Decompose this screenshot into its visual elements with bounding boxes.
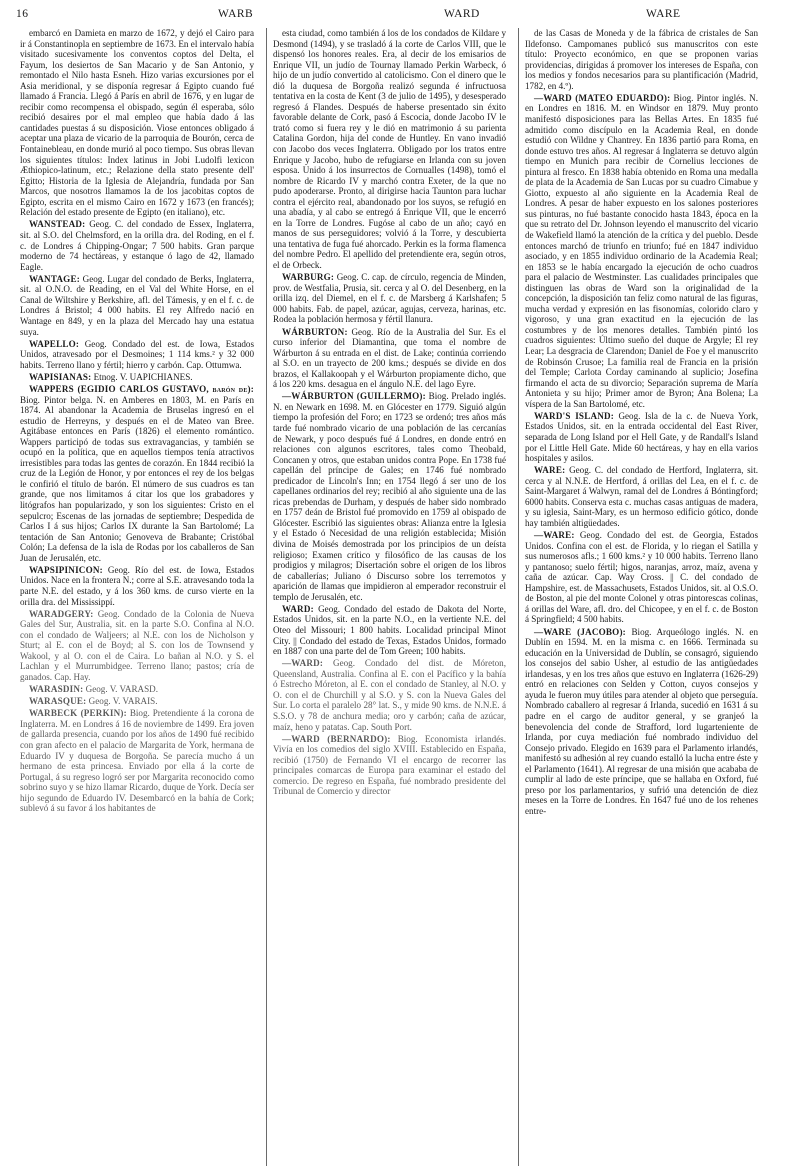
dictionary-entry [20,274,254,337]
entry-text: Geog. Condado del estado de Dakota del Norte, Estados Unidos, sit. en la parte N.O., en la vertiente N.E. del Oteo del Missouri; 1 800 habits. Localidad principal Minot City. || Condado del estado de Texas, Estados Unidos, formado en 1887 con una parte del de Tom Green; 100 habits. [273,603,506,657]
column-middle [266,28,512,1166]
text-columns [14,28,789,1166]
dictionary-entry [525,28,758,91]
entry-text: Biog. Pintor inglés. N. en Londres en 1816. M. en Windsor en 1879. Muy pronto manifestó disposiciones para las Bellas Artes. En 1835 fué admitido como discípulo en la Academia Real, en donde estudió con Wildne y Chantrey. En 1836 partió para Roma, en donde estuvo tres años. Al regresar á Inglaterra se detuvo algún tiempo en Munich para recibir de Cornelius lecciones de pintura al fresco. En 1838 había obtenido en Roma una medalla de plata de la Academia de San Lucas por su cuadro Cimabue y Giotto, expuesto al año siguiente en la Academia Real de Londres. A pesar de haber expuesto en los salones posteriores sus pinturas, no fué bastante conocido hasta 1843, época en la que su retrato del Dr. Johnson leyendo el manuscrito del vicario de Wakefield llamó la atención de la crítica y del pueblo. Desde entonces marchó de triunfo en triunfo; fué en 1847 individuo asociado, y en 1855 individuo ordinario de la Academia Real; en 1853 se le había encargado la ejecución de ocho cuadros para el palacio de Westminster. Las cualidades principales que distinguen las obras de Ward son la originalidad de la concepción, la disposición tan feliz como natural de las figuras, mucha verdad y expresión en las fisonomías, colorido claro y vigoroso, y una gran exactitud en la ejecución de las costumbres y de los menores detalles. También pintó los cuadros siguientes: Último sueño del duque de Argyle; El rey Lear; La desgracia de Clarendon; Daniel de Foe y el manuscrito de Robinsón Crusoe; La familia real de Francia en la prisión del Temple; Carlota Corday caminando al suplicio; Josefina firmando el acta de su divorcio; Separación suprema de María Antonieta y su hijo; Primer amor de Byron; Ana Bolena; La víspera de la San Bartolomé, etc. [525,92,758,409]
dictionary-entry [525,411,758,464]
entry-text: Geog. Condado del est. de Iowa, Estados Unidos, atravesado por el Desmoines; 1 114 kms.² y 32 000 habits. Terreno llano y fértil; hierro y carbón. Cap. Ottumwa. [20,338,254,370]
entry-text: Geog. Condado del dist. de Móreton, Queensland, Australia. Confina al E. con el Pacífico y la bahía ó Estrecho Móreton, al E. con el condado de Stanley, al N.O. y O. con el de Churchill y al S.O. y S. con la Nueva Gales del Sur. Lo corta el paralelo 28° lat. S., y mide 90 kms. de N.N.E. á S.S.O. y 78 de anchura media; oro y carbón; caña de azúcar, maíz, heno y patatas. Cap. South Port. [273,658,506,732]
entry-headword: WAPSIPINICON: [29,564,103,575]
dictionary-entry [20,684,254,695]
entry-headword: WAPELLO: [29,338,80,349]
page-header [0,8,801,26]
dictionary-entry [273,734,506,797]
entry-headword: WARD'S ISLAND: [534,410,614,421]
entry-text: Geog. C. del condado de Essex, Inglaterra, sit. al S.O. del Chelmsford, en la orilla dra. del Roding, en el f. c. de Londres á Chipping-Ongar; 7 500 habits. Gran parque moderno de 74 hectáreas, y estanque ó lago de 42, llamado Eagle. [20,219,254,272]
dictionary-entry [525,93,758,409]
dictionary-entry [20,28,254,218]
page-number: 16 [16,8,29,20]
dictionary-entry [20,708,254,813]
entry-text: Geog. Condado del est. de Georgia, Estados Unidos. Confina con el est. de Florida, y lo riegan el Satilla y sus numerosos afls.; 1 600 kms.² y 10 000 habits. Terreno llano y pantanoso; suelo fértil; higos, naranjas, arroz, maíz, avena y caña de azúcar. Cap. Way Cross. || C. del condado de Hampshire, est. de Massachusets, Estados Unidos, sit. al O.S.O. de Boston, al pie del monte Colonel y otras pintorescas colinas, á orillas del Ware, afl. dro. del Chicopee, y en el f. c. de Boston á Springfield; 4 500 habits. [525,530,758,625]
dictionary-entry [20,219,254,272]
dictionary-entry [273,658,506,732]
dictionary-entry [20,339,254,371]
entry-text: Geog. V. VARAIS. [88,696,158,707]
dictionary-entry [20,384,254,563]
entry-text: Biog. Economista irlandés. Vivía en los comedios del siglo XVIII. Establecido en España, recibió (1750) de Fernando VI el encargo de recorrer las principales comarcas de Europa para examinar el estado del comercio. De regreso en España, fué nombrado presidente del Tribunal de Comercio y director [273,733,506,797]
entry-text: Geog. Isla de la c. de Nueva York, Estados Unidos, sit. en la entrada occidental del East River, separada de Long Island por el Hell Gate, y de Randall's Island por el Little Hell Gate. Mide 60 hectáreas, y hay en ella varios hospitales y asilos. [525,410,758,464]
entry-text: Etnog. V. UAPICHIANES. [93,371,193,382]
dictionary-entry [273,604,506,657]
entry-headword: WAPPERS (EGIDIO CARLOS GUSTAVO, barón de): [29,384,254,395]
dictionary-entry [273,391,506,602]
entry-text: Geog. C. del condado de Hertford, Inglaterra, sit. cerca y al N.N.E. de Hertford, á orillas del Lea, en el f. c. de Saint-Margaret á Walwyn, ramal del de Londres á Bóntingford; 6000 habits. Conserva esta c. muchas casas antiguas de madera, y su iglesia, Saint-Mary, es un hermoso edificio gótico, donde hay también altigüedades. [525,465,758,528]
entry-text: Geog. Condado de la Colonia de Nueva Gales del Sur, Australia, sit. en la parte S.O. Confina al N.O. con el condado de Waljeers; al N.E. con los de Nicholson y Sturt; al E. con el de Boyd; al S. con los de Townsend y Wakool, y al O. con el de Caira. Lo bañan al N.O. y S. el Lachlan y el Murrumbidgee. Terreno llano; pastos; cría de ganados. Cap. Hay. [20,608,254,682]
entry-headword: WANTAGE: [29,273,80,284]
dictionary-entry [273,327,506,390]
dictionary-entry [20,696,254,707]
entry-headword: WARASQUE: [29,696,87,707]
entry-text: Biog. Arqueólogo inglés. N. en Dublín en 1594. M. en la misma c. en 1666. Terminada su educación en la Universidad de Dublín, se consagró, siguiendo los consejos del sabio Usher, al estudio de las antigüedades irlandesas, y en los tres años que estuvo en Inglaterra (1626-29) entró en relaciones con Selden y Cotton, cuyos consejos y ayuda le fueron muy útiles para atender al objeto que perseguía. Nombrado caballero al regresar á Irlanda, sucedió en 1631 á su padre en el cargo de auditor general, y se granjeó la benevolencia del conde de Strafford, lord lugarteniente de Irlanda, por cuya mediación fué nombrado individuo del Consejo privado. Elegido en 1639 para el Parlamento irlandés, manifestó su adhesión al rey cuando estalló la lucha entre éste y el Parlamento (1641). Al regresar de una misión que acababa de cumplir al lado de este príncipe, que se hallaba en Oxford, fué preso por los parlamentarios, y sufrió una detención de diez meses en la Torre de Londres. En 1647 fué uno de los rehenes entre- [525,626,758,816]
entry-text: Geog. C. cap. de círculo, regencia de Minden, prov. de Westfalia, Prusia, sit. cerca y al O. del Desenberg, en la orilla izq. del Diemel, en el f. c. de Marsberg á Karlshafen; 5 000 habits. Fab. de papel, azúcar, agujas, cerveza, harinas, etc. Rodea la población hermosa y fértil llanura. [273,272,506,325]
entry-headword: WARASDIN: [29,684,84,695]
entry-headword: WARBECK (PERKIN): [29,708,127,719]
entry-text: embarcó en Damieta en marzo de 1672, y dejó el Cairo para ir á Constantinopla en septiembre de 1673. En el intervalo había visitado sucesivamente los conventos coptos del Delta, el Fayum, los desiertos de San Macario y de San Antonio, y remontado el Nilo hasta Esneh. Hizo varias excursiones por el Asia meridional, y se disponía regresar á Egipto cuando fué llamado á Francia. Llegó á París en abril de 1676, y en lugar de recibir como recompensa el obispado, según él esperaba, sólo recibió desaires por el mal empleo que había dado á las cantidades puestas á su disposición. Viose entonces obligado á aceptar una plaza de vicario de la parroquia de Bourón, cerca de Fontainebleau, en donde murió al poco tiempo. Sus obras llevan los siguientes títulos: Index latinus in Jobi Ludolfi lexicon Æthiopico-latinum, etc.; Relazione della stato presente dell' Egitto; Historia de la Iglesia de Alejandría, fundada por San Marcos, que nosotros llamamos la de los jacobitas coptos de Egipto, escrita en el mismo Cairo en 1672 y 1673 (en francés); Relación del estado presente de Egipto (en italiano), etc. [20,28,254,218]
entry-headword: —WARE (JACOBO): [534,626,626,637]
entry-text: Geog. Río de la Australia del Sur. Es el curso inferior del Diamantina, que toma el nombre de Wárburton á su entrada en el dist. de Lake; continúa corriendo al S.O. en un trayecto de 200 kms.; después se divide en dos brazos, el Kallakoopah y el Wárburton propiamente dicho, que á los 220 kms. desagua en el ángulo N.E. del lago Eyre. [273,326,506,390]
dictionary-entry [525,627,758,817]
entry-text: de las Casas de Moneda y de la fábrica de cristales de San Ildefonso. Campomanes publicó sus manuscritos con este título: Proyecto económico, en que se proponen varias providencias, dirigidas á promover los intereses de España, con los medios y fondos necesarios para su plantificación (Madrid, 1782, en 4.º). [525,28,758,91]
entry-text: esta ciudad, como también á los de los condados de Kildare y Desmond (1494), y se trasladó á la corte de Carlos VIII, que le dispensó los honores reales. Era, al decir de los emisarios de Enrique VII, un judío de Tournay llamado Perkin Warbeck, ó hijo de un judío convertido al catolicismo. Con el dinero que le dió la duquesa de Borgoña realizó segunda é infructuosa tentativa en la costa de Kent (3 de julio de 1495), y desesperado regresó á Flandes. Después de haberse presentado sin éxito favorable delante de Cork, pasó á Escocia, donde Jacobo IV le trató como si fuera rey y le dió en matrimonio á su parienta Catalina Gordon, hija del conde de Huntley. En vano invadió con Jacobo dos veces Inglaterra. Obligado por los tratos entre Enrique y Jacobo, hubo de refugiarse en Irlanda con su joven esposa. Unido á los insurrectos de Cornualles (1498), tomó el nombre de Ricardo IV y marchó contra Exeter, de la que no pudo apoderarse. Pronto, al dirigirse hacia Taunton para luchar contra el ejército real, abandonado por los suyos, se refugió en una abadía, y al cabo se entregó á Enrique VII, que le encerró en la Torre de Londres. Fugóse al cabo de un año; cayó en manos de sus perseguidores; volvió á la Torre, y descubierta una tentativa de fuga fué ahorcado. Perkin es la forma flamenca del nombre Pedro. El apellido del pretendiente era, según otros, el de Orbeck. [273,28,506,271]
entry-headword: —WARD: [282,658,324,669]
running-head-right: WARE [646,8,681,20]
entry-text: Biog. Pintor belga. N. en Amberes en 1803, M. en París en 1874. Al abandonar la Academia de Bruselas ingresó en el estudio de Herreyns, y después en el de Mateo van Bree. Agitábase entonces en París (1826) el elemento romántico. Wappers participó de todas sus extravagancias, y también se ocupó en la política, que en aquellos tiempos tenía atractivos irresistibles para todas las gentes de corazón. En 1844 recibió la cruz de la Legión de Honor, y por entonces el rey de los belgas le confirió el título de barón. El número de sus cuadros es tan grande, que nos limitamos á citar los que los grabadores y litógrafos han popularizado, y son los siguientes: Cristo en el sepulcro; Escenas de las jornadas de septiembre; Despedida de Carlos I á sus hijos; Carlos IX durante la San Bartolomé; La tentación de San Antonio; Genoveva de Brabante; Cristóbal Colón; La defensa de la isla de Rodas por los caballeros de San Juan de Jerusalén, etc. [20,394,254,563]
entry-headword: WAPISIANAS: [29,371,92,382]
dictionary-entry [273,272,506,325]
dictionary-entry [20,565,254,607]
column-left [14,28,260,1166]
entry-headword: WARBURG: [282,272,335,283]
entry-headword: WANSTEAD: [29,219,86,230]
entry-text: Biog. Prelado inglés. N. en Newark en 1698. M. en Glócester en 1779. Siguió algún tiempo la profesión del Foro; en 1723 se ordenó; tres años más tarde fué nombrado vicario de una población de las cercanías de Newark, y poco después fué á Londres, en donde entró en relaciones con algunos escritores, tales como Theobald, Concanen y otros, que estaban unidos contra Pope. En 1738 fué capellán del príncipe de Gales; en 1746 fué nombrado predicador de Lincoln's Inn; en 1754 llegó á ser uno de los capellanes ordinarios del rey; recibió al año siguiente una de las ricas prebendas de Durham, y después de haber sido nombrado en 1757 deán de Bristol fué promovido en 1759 al obispado de Glócester. Escribió las siguientes obras: Alianza entre la Iglesia y el Estado ó Necesidad de una religión establecida; Misión divina de Moisés demostrada por los principios de un deísta religioso; Examen crítico y filosófico de las causas de los prodigios y milagros; Disertación sobre el origen de los libros de caballerías; Juliano ó Discurso sobre los terremotos y aparición de llamas que impidieron al emperador reconstruir el templo de Jerusalén, etc. [273,391,506,602]
entry-text: Geog. Lugar del condado de Berks, Inglaterra, sit. al O.N.O. de Reading, en el Val del White Horse, en el Canal de Wiltshire y Berkshire, afl. del Támesis, y en el f. c. de Londres á Bristol; 4 000 habits. El rey Alfredo nació en Wantage en 849, y en la plaza del Mercado hay una estatua suya. [20,273,254,337]
dictionary-entry [273,28,506,271]
entry-headword: WÁRBURTON: [282,326,348,337]
entry-headword: WARD: [282,603,314,614]
dictionary-entry [525,465,758,528]
entry-text: Geog. Río del est. de Iowa, Estados Unidos. Nace en la frontera N.; corre al S.E. atravesando toda la parte N.E. del estado, y á los 360 kms. de curso vierte en la orilla dra. del Mississippí. [20,564,255,607]
dictionary-entry [525,530,758,625]
running-head-left: WARB [218,8,254,20]
column-right [518,28,764,1166]
entry-headword: WARADGERY: [29,608,94,619]
entry-headword: —WARD (BERNARDO): [282,733,391,744]
dictionary-entry [20,372,254,383]
dictionary-entry [20,609,254,683]
running-head-center: WARD [444,8,480,20]
entry-headword: WARE: [534,465,566,476]
entry-text: Biog. Pretendiente á la corona de Inglaterra. M. en Londres á 16 de noviembre de 1499. Era joven de gallarda presencia, cuando por los años de 1490 fué recibido con gran afecto en el palacio de Margarita de York, hermana de Eduardo IV y duquesa de Borgoña. Se parecía mucho á un hermano de esta princesa. Enviado por ella á la corte de Portugal, á su regreso logró ser por Margarita reconocido como sobrino suyo y se hizo llamar Ricardo, duque de York. Decía ser hijo segundo de Eduardo IV. Desembarcó en la bahía de Cork; sublevó á su favor á los habitantes de [20,708,255,814]
entry-text: Geog. V. VARASD. [85,684,158,695]
entry-headword: —WÁRBURTON (GUILLERMO): [282,391,426,402]
entry-headword: —WARD (MATEO EDUARDO): [534,92,671,103]
entry-headword: —WARE: [534,530,575,541]
